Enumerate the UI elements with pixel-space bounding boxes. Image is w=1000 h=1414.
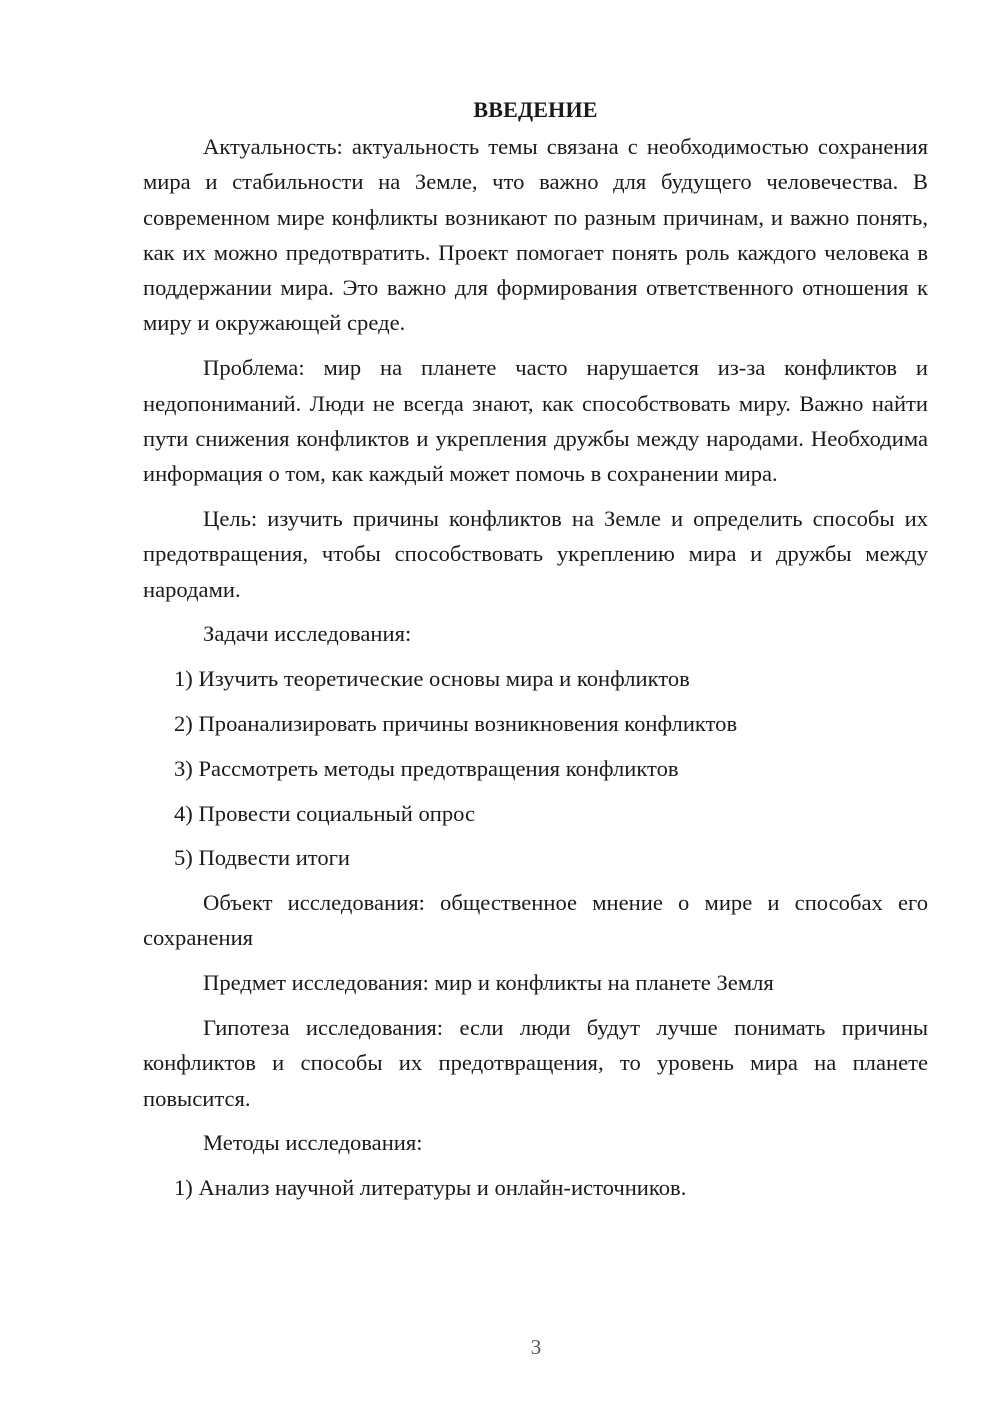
task-item: 4) Провести социальный опрос: [174, 800, 476, 826]
paragraph-subject: Предмет исследования: мир и конфликты на планете Земля: [203, 970, 774, 996]
document-page: [143, 92, 928, 1215]
paragraph-goal: Цель: изучить причины конфликтов на Земле и определить способы их предотвращения, чтобы способствовать укреплению мира и дружбы между народами.: [143, 505, 928, 602]
task-item: 3) Рассмотреть методы предотвращения конфликтов: [174, 755, 679, 781]
paragraph-object: Объект исследования: общественное мнение о мире и способах его сохранения: [143, 890, 928, 951]
task-item: 5) Подвести итоги: [174, 845, 351, 871]
task-item: 2) Проанализировать причины возникновения конфликтов: [174, 710, 738, 736]
paragraph-problem: Проблема: мир на планете часто нарушается из-за конфликтов и недопониманий. Люди не всегда знают, как способствовать миру. Важно найти пути снижения конфликтов и укрепления дружбы между народами. Необходима информация о том, как каждый может помочь в сохранении мира.: [143, 355, 928, 487]
tasks-heading: Задачи исследования:: [203, 621, 412, 647]
page-title: ВВЕДЕНИЕ: [473, 97, 598, 122]
task-item: 1) Изучить теоретические основы мира и конфликтов: [174, 666, 690, 692]
paragraph-relevance: Актуальность: актуальность темы связана с необходимостью сохранения мира и стабильности на Земле, что важно для будущего человечества. В современном мире конфликты возникают по разным причинам, и важно понять, как их можно предотвратить. Проект помогает понять роль каждого человека в поддержании мира. Это важно для формирования ответственного отношения к миру и окружающей среде.: [143, 134, 928, 336]
methods-heading: Методы исследования:: [203, 1130, 423, 1156]
page-number: 3: [530, 1335, 542, 1359]
paragraph-hypothesis: Гипотеза исследования: если люди будут лучше понимать причины конфликтов и способы их предотвращения, то уровень мира на планете повысится.: [143, 1015, 928, 1111]
method-item: 1) Анализ научной литературы и онлайн-источников.: [174, 1175, 687, 1201]
